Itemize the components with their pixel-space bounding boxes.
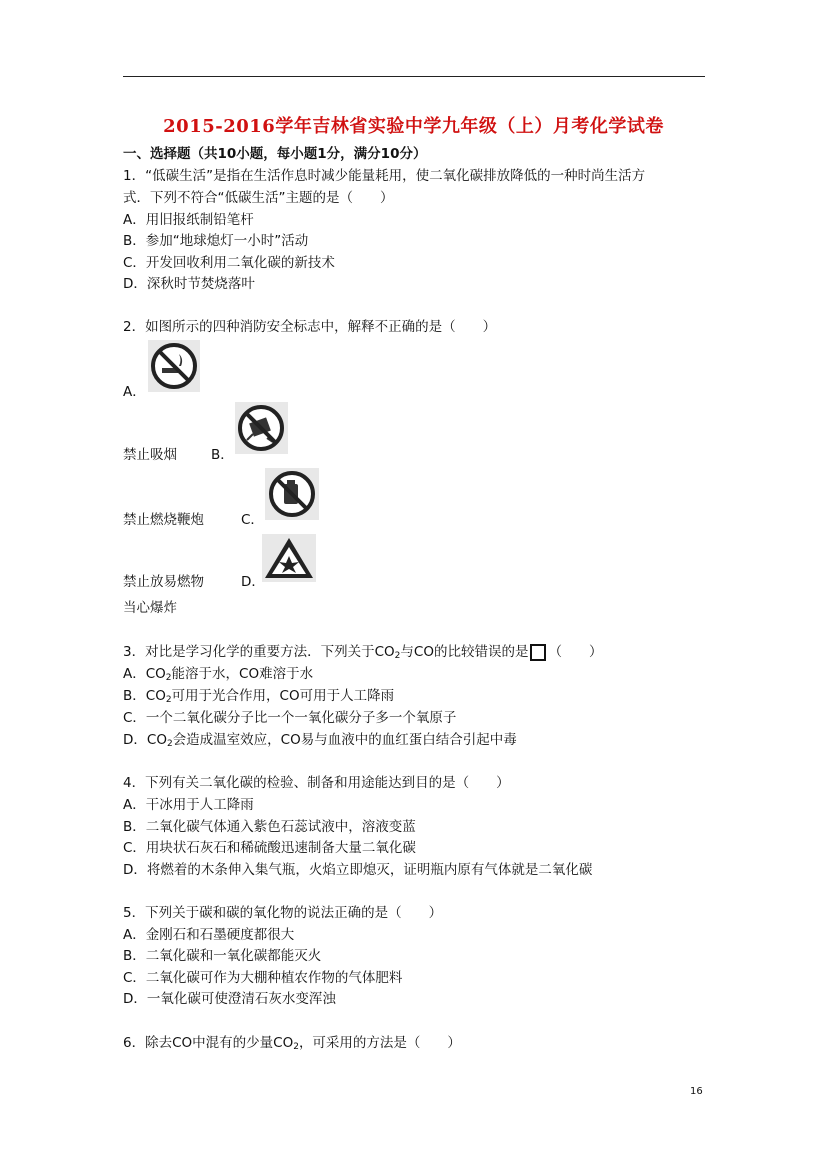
q2-option-a-text: 禁止吸烟 [123,447,177,463]
q2-option-a-label: A． [123,384,146,400]
q3-stem: 3．对比是学习化学的重要方法．下列关于$CO_2$与CO的比较错误的是 （ ） [123,644,603,661]
no-smoking-sign-icon [148,340,200,392]
section-heading: 一、选择题（共10小题，每小题1分，满分10分） [123,146,427,162]
q2-option-d-label: D． [241,574,265,590]
q2-stem: 2．如图所示的四种消防安全标志中，解释不正确的是（ ） [123,319,497,335]
q6-stem: 6．除去CO中混有的少量$CO_2$，可采用的方法是（ ） [123,1035,461,1052]
q1-stem-line2: 式．下列不符合“低碳生活”主题的是（ ） [123,190,394,206]
q2-option-b-text: 禁止燃烧鞭炮 [123,512,204,528]
exam-title: 2015-2016学年吉林省实验中学九年级（上）月考化学试卷 [163,116,664,137]
q4-stem: 4．下列有关二氧化碳的检验、制备和用途能达到目的是（ ） [123,775,510,791]
q2-option-c-label: C． [241,512,264,528]
header-rule [123,76,705,77]
q2-option-c-text: 禁止放易燃物 [123,574,204,590]
page-number: 16 [690,1086,703,1097]
explosion-warning-sign-icon [262,534,316,582]
q2-option-b-label: B． [211,447,234,463]
q1-option-b: B．参加“地球熄灯一小时”活动 [123,233,309,249]
q3-option-c: C．一个二氧化碳分子比一个一氧化碳分子多一个氧原子 [123,710,457,726]
q5-option-d: D．一氧化碳可使澄清石灰水变浑浊 [123,991,336,1007]
q4-option-c: C．用块状石灰石和稀硫酸迅速制备大量二氧化碳 [123,840,416,856]
q2-option-d-text: 当心爆炸 [123,600,177,616]
answer-box [530,644,546,661]
q4-option-a: A．干冰用于人工降雨 [123,797,254,813]
q3-option-b: B．$CO_2$可用于光合作用，CO可用于人工降雨 [123,688,395,705]
q5-option-a: A．金刚石和石墨硬度都很大 [123,927,295,943]
no-flammables-sign-icon [265,468,319,520]
q1-option-c: C．开发回收利用二氧化碳的新技术 [123,255,335,271]
no-firecrackers-sign-icon [235,402,288,454]
q5-stem: 5．下列关于碳和碳的氧化物的说法正确的是（ ） [123,905,443,921]
q1-option-d: D．深秋时节焚烧落叶 [123,276,255,292]
q1-stem-line1: 1．“低碳生活”是指在生活作息时减少能量耗用，使二氧化碳排放降低的一种时尚生活方 [123,168,646,184]
q5-option-b: B．二氧化碳和一氧化碳都能灭火 [123,948,322,964]
q1-option-a: A．用旧报纸制铅笔杆 [123,212,254,228]
q5-option-c: C．二氧化碳可作为大棚种植农作物的气体肥料 [123,970,403,986]
q4-option-d: D．将燃着的木条伸入集气瓶，火焰立即熄灭，证明瓶内原有气体就是二氧化碳 [123,862,593,878]
q4-option-b: B．二氧化碳气体通入紫色石蕊试液中，溶液变蓝 [123,819,416,835]
q3-option-a: A．$CO_2$能溶于水，CO难溶于水 [123,666,314,683]
q3-option-d: D．$CO_2$会造成温室效应，CO易与血液中的血红蛋白结合引起中毒 [123,732,517,749]
